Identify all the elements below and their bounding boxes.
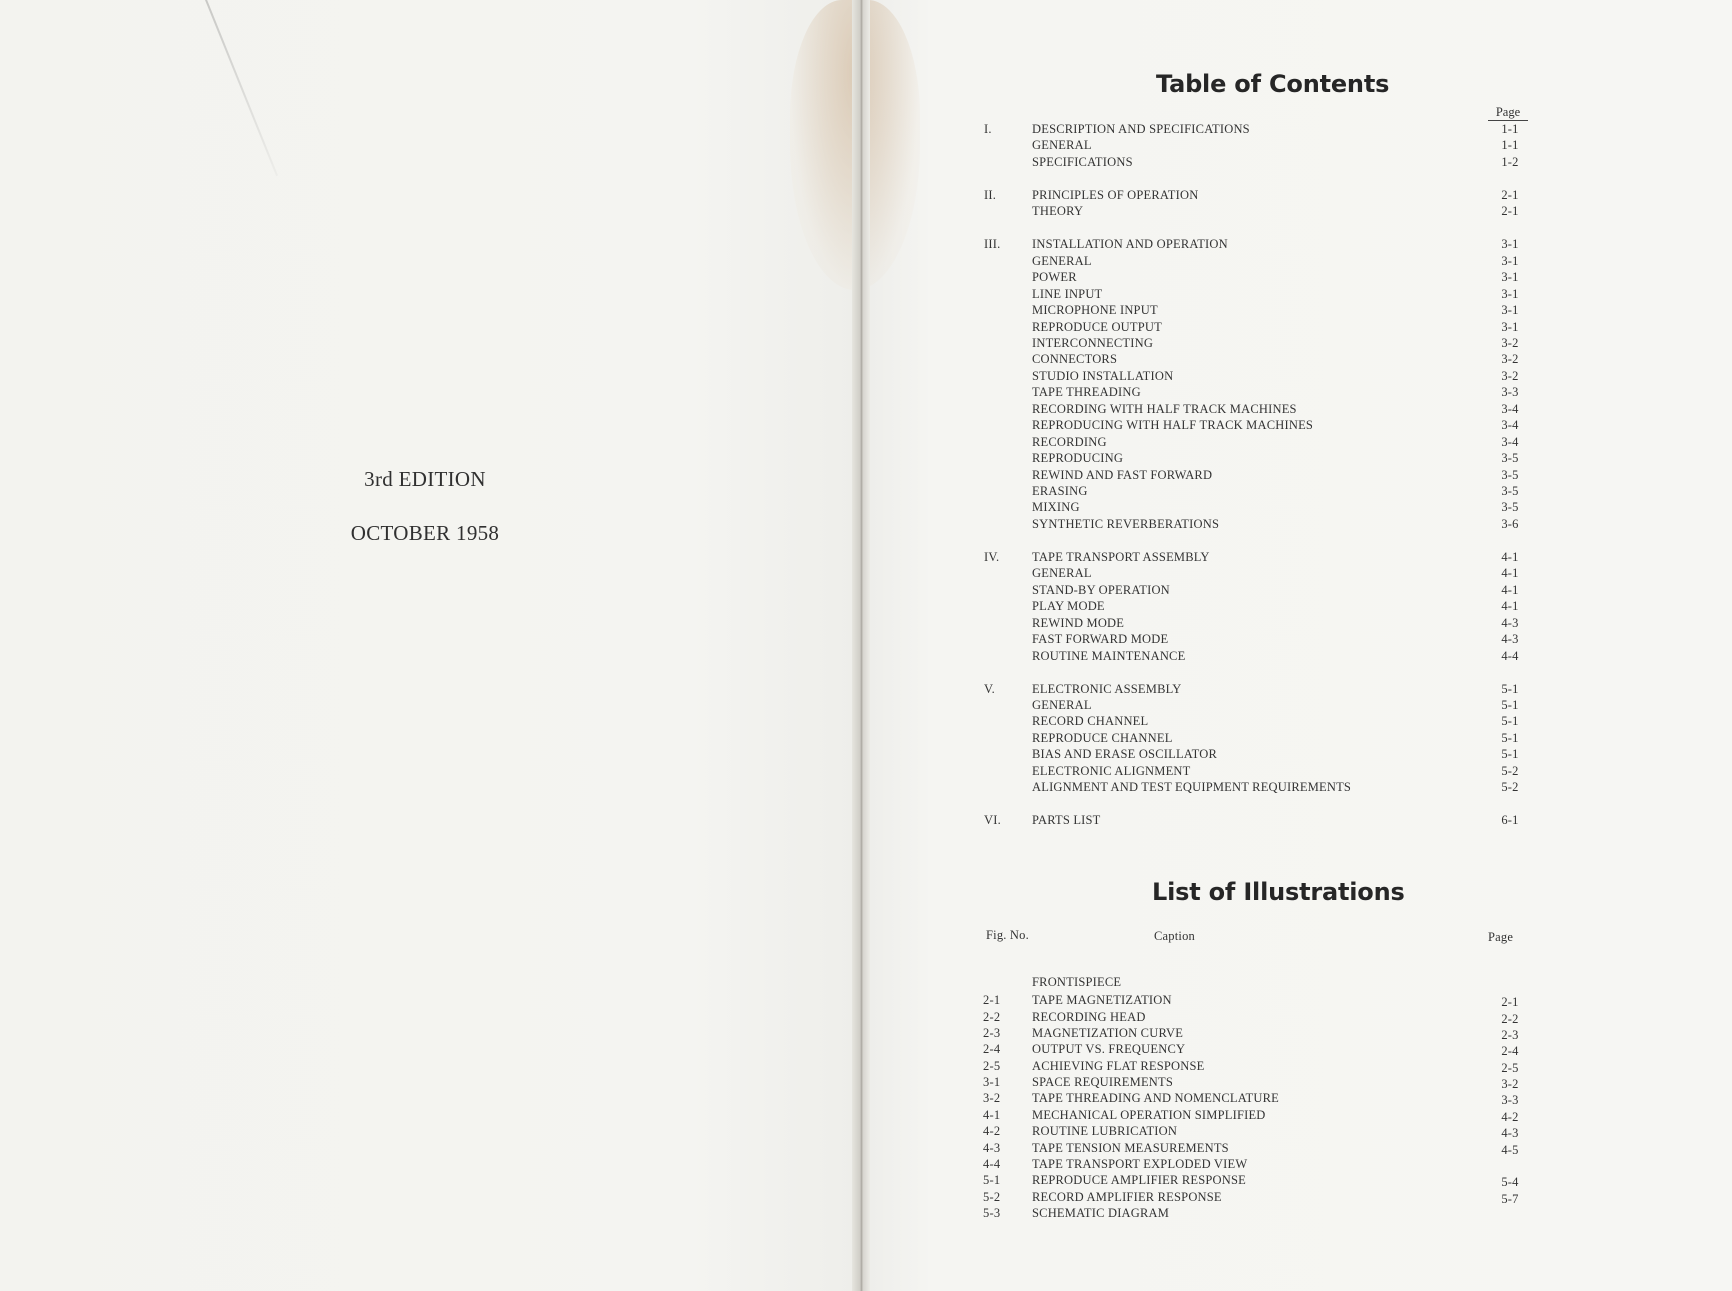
toc-item-title: ERASING [1032,484,1088,498]
toc-item-page: 4-1 [1501,582,1519,597]
toc-item-title: CONNECTORS [1032,352,1118,367]
toc-item-page: 5-2 [1501,763,1519,778]
toc-item-page: 3-2 [1501,335,1519,350]
toc-item-title: BIAS AND ERASE OSCILLATOR [1032,747,1217,762]
toc-item-title: GENERAL [1032,697,1092,712]
figure-caption: ROUTINE LUBRICATION [1032,1124,1178,1139]
toc-item-title: LINE INPUT [1032,286,1103,301]
toc-item-page: 1-1 [1501,138,1519,153]
toc-section-numeral: VI. [984,813,1001,828]
toc-item-title: GENERAL [1032,566,1092,581]
toc-item-page: 3-5 [1501,451,1519,466]
toc-item-title: STUDIO INSTALLATION [1032,368,1174,383]
toc-item-title: REPRODUCING WITH HALF TRACK MACHINES [1032,418,1314,433]
toc-item-page: 4-4 [1501,648,1519,663]
figure-number: 2-3 [983,1026,1001,1041]
toc-section-numeral: V. [984,681,995,696]
toc-item-page: 3-2 [1501,368,1519,383]
toc-item-page: 1-2 [1501,154,1519,169]
toc-section-numeral: III. [984,237,1001,252]
figure-caption: TAPE TENSION MEASUREMENTS [1032,1140,1229,1155]
toc-item-title: GENERAL [1032,138,1092,153]
figure-caption: RECORDING HEAD [1032,1009,1146,1024]
figure-caption: TAPE THREADING AND NOMENCLATURE [1032,1091,1279,1106]
toc-section-title: DESCRIPTION AND SPECIFICATIONS [1032,122,1250,136]
figure-caption: REPRODUCE AMPLIFIER RESPONSE [1032,1173,1246,1188]
toc-item-page: 5-1 [1501,730,1519,745]
figure-page: 5-7 [1501,1191,1519,1206]
figure-number: 5-2 [983,1189,1001,1204]
figure-page: 4-3 [1501,1126,1519,1141]
toc-item-page: 3-1 [1501,270,1519,285]
figure-number: 2-4 [983,1042,1001,1057]
toc-item-page: 5-1 [1501,747,1519,762]
figure-number: 2-2 [983,1009,1001,1024]
figure-number: 3-2 [983,1091,1001,1106]
toc-section-title: INSTALLATION AND OPERATION [1032,237,1228,252]
toc-item-title: ALIGNMENT AND TEST EQUIPMENT REQUIREMENTS [1032,780,1352,795]
fig-no-column-label: Fig. No. [986,928,1029,942]
figure-page: 3-3 [1501,1093,1519,1108]
book-gutter [852,0,870,1291]
toc-item-page: 3-3 [1501,385,1519,400]
toc-section-page: 6-1 [1501,813,1519,828]
figure-caption: TAPE MAGNETIZATION [1032,993,1172,1008]
figure-number: 4-2 [983,1124,1001,1139]
toc-item-page: 3-5 [1501,484,1519,498]
toc-item-title: REPRODUCE OUTPUT [1032,319,1162,334]
figure-number: 4-4 [983,1156,1001,1171]
figure-page: 2-1 [1501,995,1519,1010]
toc-item-page: 3-4 [1501,434,1519,449]
toc-item-page: 5-1 [1501,697,1519,712]
toc-item-page: 4-1 [1501,566,1519,581]
toc-item-title: THEORY [1032,204,1084,219]
figure-page: 4-2 [1501,1109,1519,1124]
toc-item-page: 3-4 [1501,418,1519,433]
toc-item-title: RECORD CHANNEL [1032,714,1149,729]
toc-item-page: 3-5 [1501,467,1519,482]
toc-item-title: ELECTRONIC ALIGNMENT [1032,763,1191,778]
toc-section-page: 1-1 [1501,122,1519,136]
toc-item-page: 3-6 [1501,516,1519,531]
toc-item-title: SPECIFICATIONS [1032,154,1133,169]
toc-item-page: 3-1 [1501,303,1519,318]
toc-item-page: 2-1 [1501,204,1519,219]
toc-item-page: 3-1 [1501,253,1519,268]
toc-item-title: MICROPHONE INPUT [1032,303,1158,318]
toc-section-numeral: I. [984,122,992,136]
figure-page: 2-4 [1501,1044,1519,1059]
figure-number: 4-3 [983,1140,1001,1155]
toc-item-title: PLAY MODE [1032,599,1105,614]
figure-page: 2-2 [1501,1011,1519,1026]
toc-item-title: INTERCONNECTING [1032,335,1154,350]
figure-caption: FRONTISPIECE [1032,975,1122,989]
figure-caption: RECORD AMPLIFIER RESPONSE [1032,1189,1222,1204]
toc-section-numeral: II. [984,187,997,202]
caption-column-label: Caption [1154,929,1195,943]
toc-item-page: 3-2 [1501,352,1519,367]
toc-item-page: 5-1 [1501,714,1519,729]
figure-caption: TAPE TRANSPORT EXPLODED VIEW [1032,1156,1248,1171]
toc-page-column-label: Page [1488,105,1528,121]
toc-section-page: 5-1 [1501,681,1519,696]
figure-page: 5-4 [1501,1175,1519,1190]
toc-item-title: FAST FORWARD MODE [1032,632,1169,647]
figure-number: 5-1 [983,1173,1001,1188]
toc-item-title: MIXING [1032,500,1080,515]
toc-item-page: 3-4 [1501,401,1519,416]
toc-item-title: RECORDING WITH HALF TRACK MACHINES [1032,401,1297,416]
edition-label: 3rd EDITION [364,467,486,491]
toc-item-page: 3-1 [1501,286,1519,301]
toc-item-title: ROUTINE MAINTENANCE [1032,648,1186,663]
figure-caption: SPACE REQUIREMENTS [1032,1075,1174,1090]
figure-page: 2-5 [1501,1060,1519,1075]
toc-item-title: GENERAL [1032,253,1092,268]
toc-section-title: PRINCIPLES OF OPERATION [1032,187,1199,202]
toc-item-title: REWIND MODE [1032,615,1125,630]
toc-section-page: 3-1 [1501,237,1519,252]
toc-item-title: REPRODUCE CHANNEL [1032,730,1173,745]
figure-page: 3-2 [1501,1077,1519,1092]
figure-number: 2-1 [983,993,1001,1008]
toc-section-page: 4-1 [1501,549,1519,564]
toc-item-title: SYNTHETIC REVERBERATIONS [1032,516,1220,531]
toc-section-numeral: IV. [984,549,1000,564]
toc-item-page: 4-1 [1501,599,1519,614]
toc-item-title: RECORDING [1032,434,1107,449]
figure-caption: SCHEMATIC DIAGRAM [1032,1205,1170,1220]
toc-section-title: PARTS LIST [1032,813,1101,828]
toc-section-title: ELECTRONIC ASSEMBLY [1032,681,1182,696]
figure-page: 4-5 [1501,1142,1519,1157]
toc-item-title: STAND-BY OPERATION [1032,582,1170,597]
figure-number: 2-5 [983,1058,1001,1073]
edition-date: OCTOBER 1958 [350,521,500,545]
toc-item-title: POWER [1032,270,1077,285]
toc-item-page: 3-1 [1501,319,1519,334]
figure-caption: MAGNETIZATION CURVE [1032,1026,1184,1041]
figure-caption: OUTPUT VS. FREQUENCY [1032,1042,1186,1057]
toc-item-title: REWIND AND FAST FORWARD [1032,467,1213,482]
figure-page: 2-3 [1501,1028,1519,1043]
figure-caption: MECHANICAL OPERATION SIMPLIFIED [1032,1107,1266,1122]
page-column-label: Page [1488,930,1514,944]
toc-item-page: 3-5 [1501,500,1519,515]
toc-item-page: 4-3 [1501,615,1519,630]
figure-number: 4-1 [983,1107,1001,1122]
figure-number: 3-1 [983,1075,1001,1090]
toc-heading: Table of Contents [1156,70,1390,98]
figure-number: 5-3 [983,1205,1001,1220]
figure-caption: ACHIEVING FLAT RESPONSE [1032,1058,1205,1073]
toc-item-page: 4-3 [1501,632,1519,647]
toc-item-title: REPRODUCING [1032,451,1124,466]
toc-section-page: 2-1 [1501,187,1519,202]
left-page [0,0,862,1291]
toc-item-page: 5-2 [1501,780,1519,795]
toc-item-title: TAPE THREADING [1032,385,1141,400]
illustrations-heading: List of Illustrations [1152,878,1405,906]
toc-section-title: TAPE TRANSPORT ASSEMBLY [1032,549,1210,564]
